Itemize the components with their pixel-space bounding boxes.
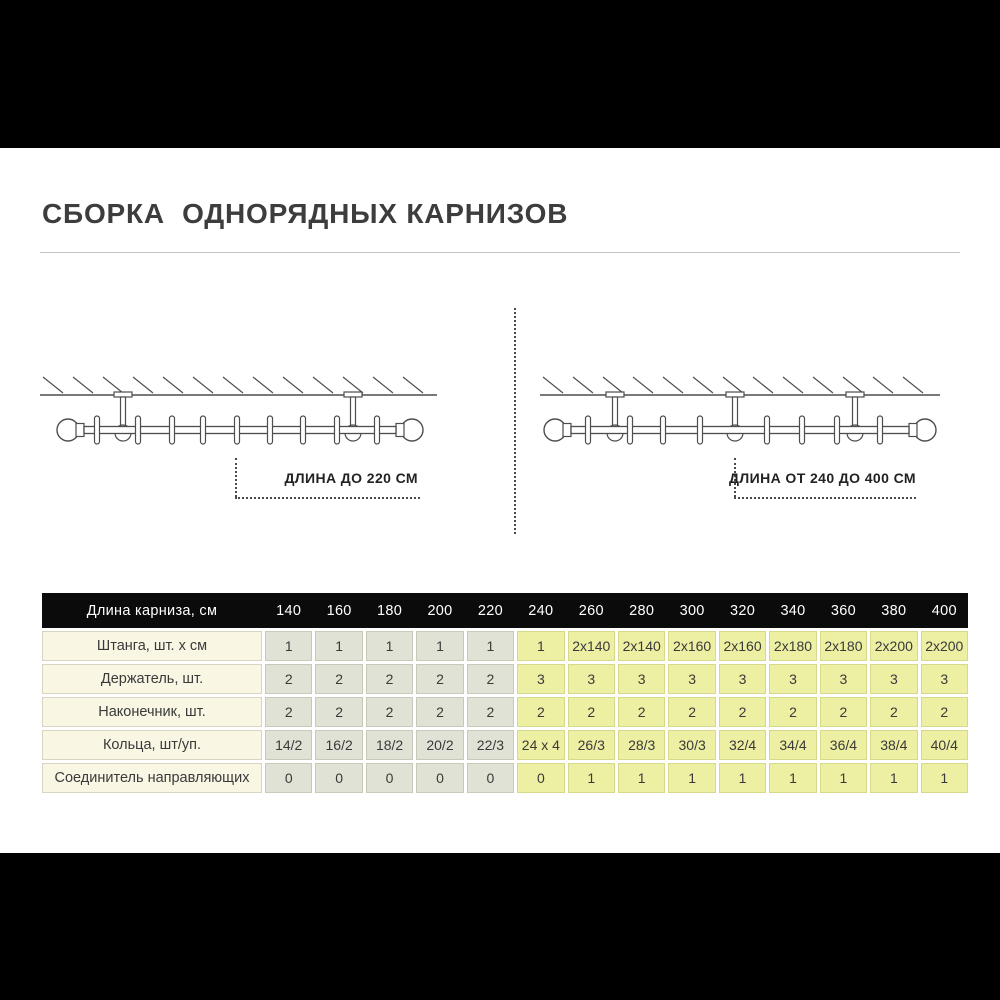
ceiling-hatch-icon xyxy=(873,377,893,393)
bracket-plate-icon xyxy=(344,392,362,397)
ceiling-hatch-icon xyxy=(813,377,833,393)
value-cell: 2x160 xyxy=(668,631,715,661)
ceiling-hatch-icon xyxy=(573,377,593,393)
header-cell: 220 xyxy=(477,602,503,619)
header-cell: 280 xyxy=(629,602,655,619)
value-cell: 34/4 xyxy=(769,730,816,760)
curtain-ring-icon xyxy=(235,416,240,444)
curtain-ring-icon xyxy=(201,416,206,444)
ceiling-hatch-icon xyxy=(903,377,923,393)
bracket-stem-icon xyxy=(121,397,126,426)
ceiling-hatch-icon xyxy=(603,377,623,393)
curtain-ring-icon xyxy=(375,416,380,444)
value-cell: 2 xyxy=(921,697,968,727)
row-label-cell: Кольца, шт/уп. xyxy=(42,730,262,760)
value-cell: 2 xyxy=(265,664,312,694)
curtain-ring-icon xyxy=(698,416,703,444)
value-cell: 2 xyxy=(315,664,362,694)
curtain-ring-icon xyxy=(268,416,273,444)
bracket-plate-icon xyxy=(846,392,864,397)
value-cell: 0 xyxy=(265,763,312,793)
ceiling-hatch-icon xyxy=(313,377,333,393)
curtain-ring-icon xyxy=(835,416,840,444)
header-cell: 340 xyxy=(780,602,806,619)
value-cell: 1 xyxy=(618,763,665,793)
value-cell: 0 xyxy=(315,763,362,793)
header-cell: 360 xyxy=(830,602,856,619)
value-cell: 2 xyxy=(265,697,312,727)
left-dimension-label: ДЛИНА ДО 220 СМ xyxy=(284,470,418,486)
row-label-cell: Держатель, шт. xyxy=(42,664,262,694)
finial-collar-icon xyxy=(396,424,404,437)
curtain-ring-icon xyxy=(95,416,100,444)
value-cell: 2x140 xyxy=(568,631,615,661)
ceiling-hatch-icon xyxy=(753,377,773,393)
value-cell: 2x140 xyxy=(618,631,665,661)
finial-collar-icon xyxy=(76,424,84,437)
value-cell: 3 xyxy=(820,664,867,694)
value-cell: 38/4 xyxy=(870,730,917,760)
curtain-ring-icon xyxy=(170,416,175,444)
value-cell: 3 xyxy=(870,664,917,694)
value-cell: 2 xyxy=(366,664,413,694)
curtain-ring-icon xyxy=(136,416,141,444)
curtain-ring-icon xyxy=(301,416,306,444)
value-cell: 20/2 xyxy=(416,730,463,760)
header-cell: 160 xyxy=(326,602,352,619)
header-cell: 180 xyxy=(377,602,403,619)
value-cell: 1 xyxy=(315,631,362,661)
ceiling-hatch-icon xyxy=(283,377,303,393)
value-cell: 1 xyxy=(467,631,514,661)
ceiling-hatch-icon xyxy=(223,377,243,393)
ceiling-hatch-icon xyxy=(133,377,153,393)
value-cell: 1 xyxy=(668,763,715,793)
value-cell: 26/3 xyxy=(568,730,615,760)
value-cell: 2x160 xyxy=(719,631,766,661)
ceiling-hatch-icon xyxy=(43,377,63,393)
ceiling-hatch-icon xyxy=(633,377,653,393)
value-cell: 3 xyxy=(517,664,564,694)
value-cell: 3 xyxy=(769,664,816,694)
curtain-ring-icon xyxy=(586,416,591,444)
bracket-stem-icon xyxy=(351,397,356,426)
value-cell: 16/2 xyxy=(315,730,362,760)
rod-diagram-long-icon xyxy=(535,373,945,453)
value-cell: 22/3 xyxy=(467,730,514,760)
table-body xyxy=(42,631,968,793)
bracket-plate-icon xyxy=(114,392,132,397)
value-cell: 3 xyxy=(618,664,665,694)
value-cell: 3 xyxy=(921,664,968,694)
header-cell: 140 xyxy=(276,602,302,619)
value-cell: 30/3 xyxy=(668,730,715,760)
diagram-divider-dotted-line xyxy=(514,308,516,534)
header-cell: 300 xyxy=(679,602,705,619)
curtain-ring-icon xyxy=(628,416,633,444)
value-cell: 2 xyxy=(719,697,766,727)
ceiling-hatch-icon xyxy=(193,377,213,393)
row-label-cell: Соединитель направляющих xyxy=(42,763,262,793)
value-cell: 3 xyxy=(568,664,615,694)
value-cell: 3 xyxy=(668,664,715,694)
value-cell: 2x200 xyxy=(921,631,968,661)
bracket-plate-icon xyxy=(726,392,744,397)
value-cell: 2x180 xyxy=(820,631,867,661)
ceiling-hatch-icon xyxy=(103,377,123,393)
curtain-ring-icon xyxy=(765,416,770,444)
top-letterbox-bar xyxy=(0,0,1000,148)
value-cell: 2x200 xyxy=(870,631,917,661)
value-cell: 2 xyxy=(769,697,816,727)
row-label-cell: Наконечник, шт. xyxy=(42,697,262,727)
value-cell: 2 xyxy=(467,697,514,727)
value-cell: 32/4 xyxy=(719,730,766,760)
row-label-cell: Штанга, шт. х см xyxy=(42,631,262,661)
ceiling-hatch-icon xyxy=(543,377,563,393)
value-cell: 2 xyxy=(820,697,867,727)
right-dimension-callout-horizontal xyxy=(734,497,916,499)
value-cell: 40/4 xyxy=(921,730,968,760)
value-cell: 1 xyxy=(265,631,312,661)
ceiling-hatch-icon xyxy=(73,377,93,393)
curtain-ring-icon xyxy=(878,416,883,444)
value-cell: 2 xyxy=(366,697,413,727)
value-cell: 1 xyxy=(517,631,564,661)
bottom-letterbox-bar xyxy=(0,853,1000,1000)
value-cell: 2x180 xyxy=(769,631,816,661)
curtain-ring-icon xyxy=(335,416,340,444)
value-cell: 36/4 xyxy=(820,730,867,760)
value-cell: 1 xyxy=(820,763,867,793)
value-cell: 2 xyxy=(315,697,362,727)
ceiling-hatch-icon xyxy=(783,377,803,393)
curtain-ring-icon xyxy=(661,416,666,444)
value-cell: 2 xyxy=(416,664,463,694)
value-cell: 1 xyxy=(366,631,413,661)
curtain-ring-icon xyxy=(800,416,805,444)
bracket-stem-icon xyxy=(853,397,858,426)
bracket-plate-icon xyxy=(606,392,624,397)
ceiling-hatch-icon xyxy=(723,377,743,393)
header-cell: 400 xyxy=(931,602,957,619)
value-cell: 18/2 xyxy=(366,730,413,760)
value-cell: 0 xyxy=(517,763,564,793)
value-cell: 2 xyxy=(618,697,665,727)
ceiling-hatch-icon xyxy=(163,377,183,393)
ceiling-hatch-icon xyxy=(403,377,423,393)
value-cell: 1 xyxy=(769,763,816,793)
bracket-stem-icon xyxy=(733,397,738,426)
ceiling-hatch-icon xyxy=(253,377,273,393)
value-cell: 2 xyxy=(416,697,463,727)
right-dimension-label: ДЛИНА ОТ 240 ДО 400 СМ xyxy=(729,470,916,486)
value-cell: 24 x 4 xyxy=(517,730,564,760)
table-header-row xyxy=(42,593,968,628)
left-dimension-callout-horizontal xyxy=(235,497,420,499)
value-cell: 2 xyxy=(467,664,514,694)
ceiling-hatch-icon xyxy=(373,377,393,393)
curtain-rod xyxy=(571,427,909,434)
ceiling-hatch-icon xyxy=(843,377,863,393)
ceiling-hatch-icon xyxy=(693,377,713,393)
rod-diagram-short-icon xyxy=(35,373,445,453)
ceiling-hatch-icon xyxy=(343,377,363,393)
value-cell: 0 xyxy=(366,763,413,793)
finial-collar-icon xyxy=(563,424,571,437)
header-cell: 200 xyxy=(427,602,453,619)
header-cell: 320 xyxy=(730,602,756,619)
header-cell: 380 xyxy=(881,602,907,619)
header-cell-label: Длина карниза, см xyxy=(86,602,218,619)
value-cell: 0 xyxy=(416,763,463,793)
bracket-stem-icon xyxy=(613,397,618,426)
value-cell: 1 xyxy=(719,763,766,793)
finial-collar-icon xyxy=(909,424,917,437)
value-cell: 1 xyxy=(568,763,615,793)
value-cell: 2 xyxy=(668,697,715,727)
assembly-table xyxy=(42,593,968,793)
title-divider-line xyxy=(40,252,960,253)
value-cell: 1 xyxy=(870,763,917,793)
value-cell: 2 xyxy=(517,697,564,727)
value-cell: 2 xyxy=(568,697,615,727)
ceiling-hatch-icon xyxy=(663,377,683,393)
value-cell: 14/2 xyxy=(265,730,312,760)
page-title: СБОРКА ОДНОРЯДНЫХ КАРНИЗОВ xyxy=(42,198,569,229)
value-cell: 0 xyxy=(467,763,514,793)
value-cell: 2 xyxy=(870,697,917,727)
header-cell: 240 xyxy=(528,602,554,619)
value-cell: 3 xyxy=(719,664,766,694)
header-cell: 260 xyxy=(578,602,604,619)
value-cell: 1 xyxy=(416,631,463,661)
value-cell: 28/3 xyxy=(618,730,665,760)
value-cell: 1 xyxy=(921,763,968,793)
